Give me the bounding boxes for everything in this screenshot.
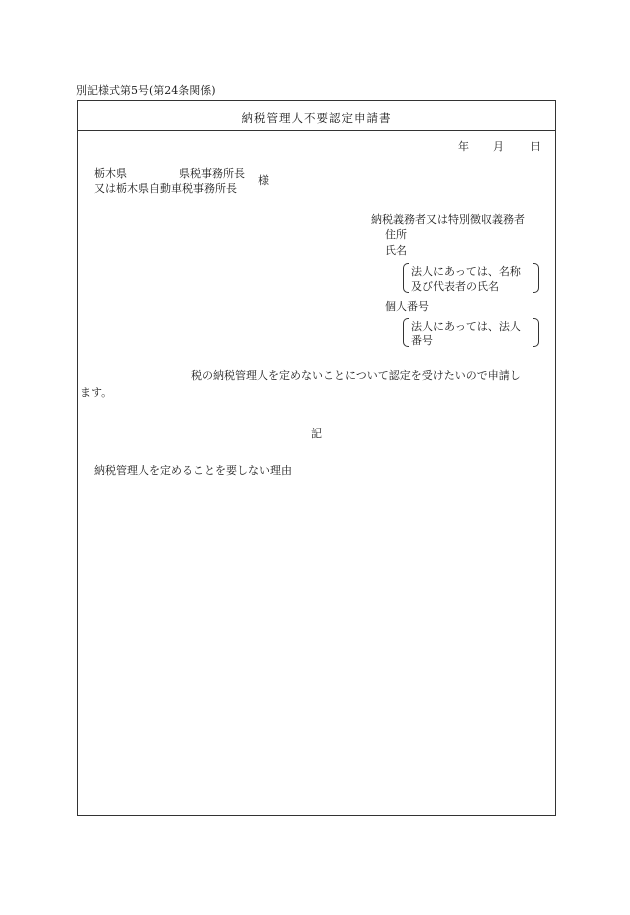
form-frame (77, 100, 556, 816)
applicant-address-label: 住所 (385, 228, 407, 241)
addressee-prefecture: 栃木県 (94, 167, 127, 180)
title-row (78, 101, 555, 131)
reason-label: 納税管理人を定めることを要しない理由 (94, 464, 292, 477)
mynumber-note-close-bracket (533, 318, 539, 347)
form-number-label: 別記様式第5号(第24条関係) (76, 84, 216, 97)
addressee-alt-office: 又は栃木県自動車税事務所長 (94, 182, 237, 195)
addressee-honorific: 様 (258, 174, 269, 187)
applicant-mynumber-label: 個人番号 (385, 300, 429, 313)
addressee-office: 県税事務所長 (179, 167, 245, 180)
date-month-label: 月 (493, 140, 504, 153)
ki-heading: 記 (311, 427, 322, 440)
mynumber-note-line1: 法人にあっては、法人 (411, 320, 521, 333)
name-note-line1: 法人にあっては、名称 (411, 265, 521, 278)
applicant-type-label: 納税義務者又は特別徴収義務者 (371, 213, 525, 226)
mynumber-note-line2: 番号 (411, 334, 433, 347)
applicant-name-label: 氏名 (385, 244, 407, 257)
request-text-line1: 税の納税管理人を定めないことについて認定を受けたいので申請し (191, 369, 521, 382)
date-year-label: 年 (458, 140, 469, 153)
name-note-open-bracket (403, 263, 409, 293)
date-day-label: 日 (530, 140, 541, 153)
form-title: 納税管理人不要認定申請書 (241, 111, 392, 125)
request-text-line2: ます。 (80, 386, 113, 399)
name-note-close-bracket (533, 263, 539, 293)
name-note-line2: 及び代表者の氏名 (411, 280, 499, 293)
mynumber-note-open-bracket (403, 318, 409, 347)
